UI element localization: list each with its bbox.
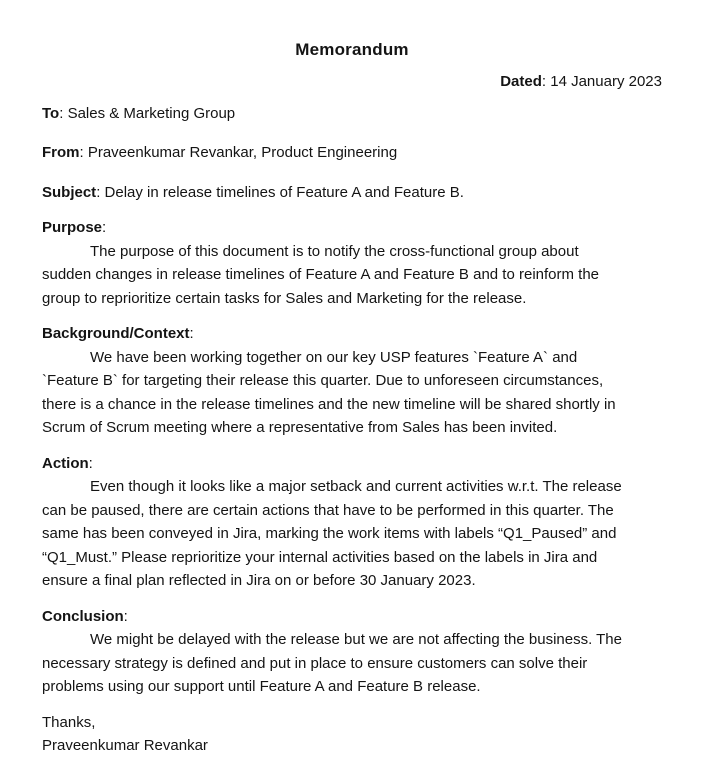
subject-line: [42, 181, 662, 205]
paragraph-line: We might be delayed with the release but we are not affecting the business. The: [90, 631, 622, 648]
closing-thanks: Thanks,: [42, 713, 96, 731]
section-purpose-title: Purpose: [42, 219, 103, 236]
paragraph-line: sudden changes in release timelines of Feature A and Feature B and to reinform the: [42, 266, 600, 283]
paragraph-line: “Q1_Must.” Please reprioritize your internal activities based on the labels in Jira and: [42, 548, 598, 566]
section-background-title: Background/Context: [42, 325, 190, 342]
paragraph-line: same has been conveyed in Jira, marking the work items with labels “Q1_Paused” and: [42, 525, 617, 542]
to-label: To: [42, 104, 60, 122]
subject-label: Subject: [42, 183, 97, 201]
section-background-colon: :: [189, 325, 194, 342]
dated-label: Dated: [500, 73, 542, 90]
dated-separator: :: [541, 73, 551, 90]
memo-title: Memorandum: [295, 40, 409, 59]
section-conclusion-heading: [42, 605, 662, 629]
to-separator: :: [59, 104, 68, 122]
paragraph-line: necessary strategy is defined and put in place to ensure customers can solve their: [42, 654, 588, 672]
section-background-heading: [42, 322, 662, 346]
section-purpose-colon: :: [102, 219, 107, 236]
closing-block: [42, 711, 662, 758]
paragraph-line: ensure a final plan reflected in Jira on or before 30 January 2023.: [42, 572, 476, 589]
paragraph-line: problems using our support until Feature A and Feature B release.: [42, 678, 481, 695]
from-line: [42, 141, 662, 165]
section-action-title: Action: [42, 454, 89, 472]
dated-line: [42, 70, 662, 94]
from-separator: :: [79, 144, 88, 161]
from-value: Praveenkumar Revankar, Product Engineering: [87, 144, 398, 161]
paragraph-line: can be paused, there are certain actions that have to be performed in this quarter. The: [42, 501, 614, 519]
section-purpose: [42, 216, 662, 310]
section-action-colon: :: [88, 454, 93, 472]
paragraph-line: group to reprioritize certain tasks for Sales and Marketing for the release.: [42, 289, 527, 307]
from-label: From: [42, 144, 80, 161]
paragraph-line: Even though it looks like a major setback and current activities w.r.t. The release: [90, 478, 622, 495]
section-purpose-heading: [42, 216, 662, 240]
subject-separator: :: [96, 183, 105, 201]
paragraph-line: The purpose of this document is to notify the cross-functional group about: [90, 242, 579, 260]
section-action: [42, 452, 662, 593]
to-value: Sales & Marketing Group: [67, 104, 236, 122]
section-conclusion-colon: :: [123, 607, 128, 625]
section-conclusion: [42, 605, 662, 699]
paragraph-line: Scrum of Scrum meeting where a representative from Sales has been invited.: [42, 419, 558, 436]
to-line: [42, 102, 662, 126]
paragraph-line: We have been working together on our key USP features `Feature A` and: [90, 348, 578, 366]
paragraph-line: `Feature B` for targeting their release this quarter. Due to unforeseen circumstances,: [42, 372, 604, 389]
dated-value: 14 January 2023: [550, 73, 662, 90]
closing-signature: Praveenkumar Revankar: [42, 737, 208, 754]
section-action-heading: [42, 452, 662, 476]
paragraph-line: there is a chance in the release timelines and the new timeline will be shared shortly in: [42, 395, 616, 413]
section-conclusion-title: Conclusion: [42, 607, 124, 625]
subject-value: Delay in release timelines of Feature A and Feature B.: [104, 183, 464, 201]
section-background: [42, 322, 662, 440]
